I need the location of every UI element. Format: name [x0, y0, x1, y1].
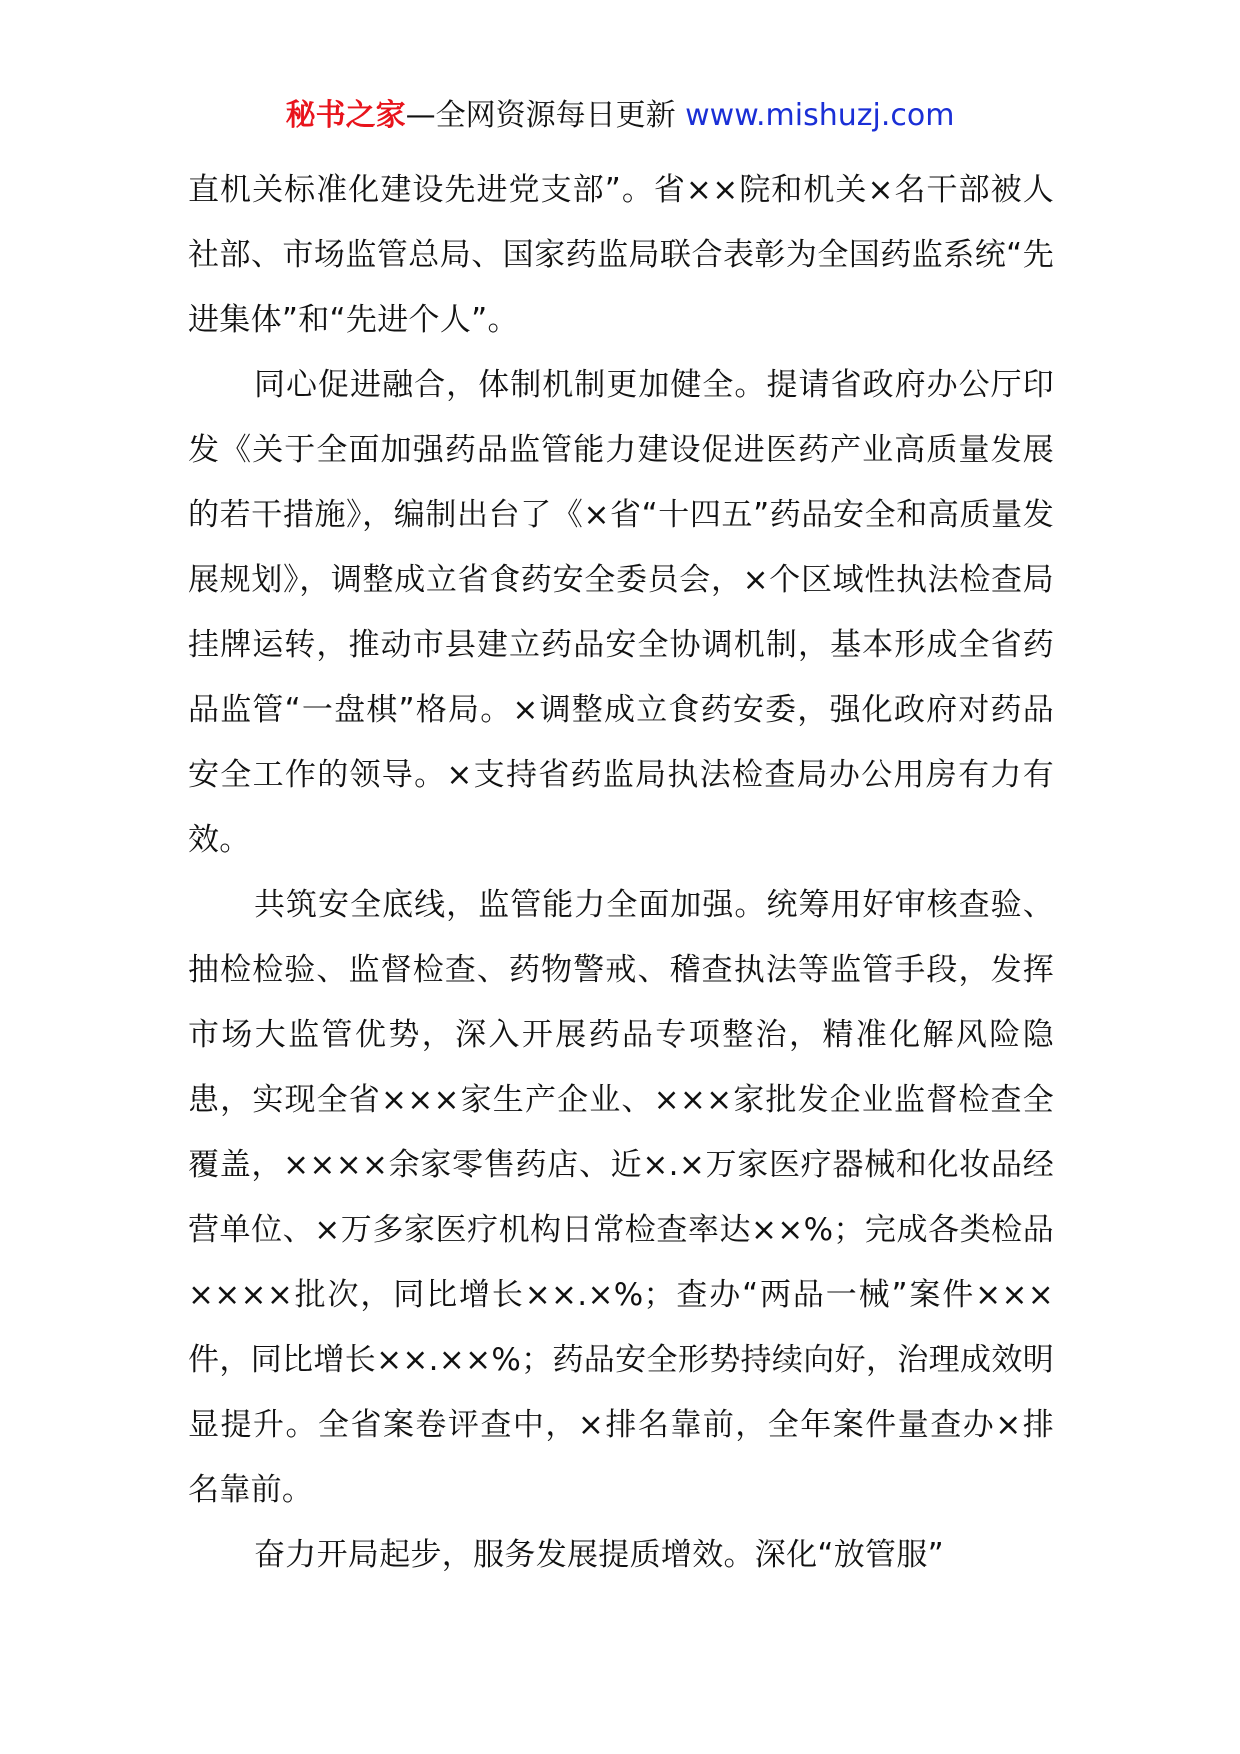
- header-tagline: —全网资源每日更新: [405, 98, 676, 133]
- body-paragraph-1: 直机关标准化建设先进党支部”。省××院和机关×名干部被人社部、市场监管总局、国家药监局联合表彰为全国药监系统“先进集体”和“先进个人”。: [188, 172, 1054, 338]
- body-paragraph-3: 共筑安全底线，监管能力全面加强。统筹用好审核查验、抽检检验、监督检查、药物警戒、稽查执法等监管手段，发挥市场大监管优势，深入开展药品专项整治，精准化解风险隐患，实现全省×××家生产企业、×××家批发企业监督检查全覆盖，××××余家零售药店、近×.×万家医疗器械和化妆品经营单位、×万多家医疗机构日常检查率达××%；完成各类检品××××批次，同比增长××.×%；查办“两品一械”案件×××件，同比增长××.××%；药品安全形势持续向好，治理成效明显提升。全省案卷评查中，×排名靠前，全年案件量查办×排名靠前。: [188, 887, 1054, 1508]
- header-brand: 秘书之家: [285, 98, 406, 133]
- body-paragraph-2: 同心促进融合，体制机制更加健全。提请省政府办公厅印发《关于全面加强药品监管能力建设促进医药产业高质量发展的若干措施》，编制出台了《×省“十四五”药品安全和高质量发展规划》，调整成立省食药安全委员会，×个区域性执法检查局挂牌运转，推动市县建立药品安全协调机制，基本形成全省药品监管“一盘棋”格局。×调整成立食药安委，强化政府对药品安全工作的领导。×支持省药监局执法检查局办公用房有力有效。: [188, 367, 1054, 858]
- document-body: [188, 158, 1054, 1588]
- header-url-link[interactable]: www.mishuzj.com: [685, 98, 955, 133]
- page-header: [0, 96, 1240, 136]
- body-paragraph-4: 奋力开局起步，服务发展提质增效。深化“放管服”: [254, 1537, 945, 1573]
